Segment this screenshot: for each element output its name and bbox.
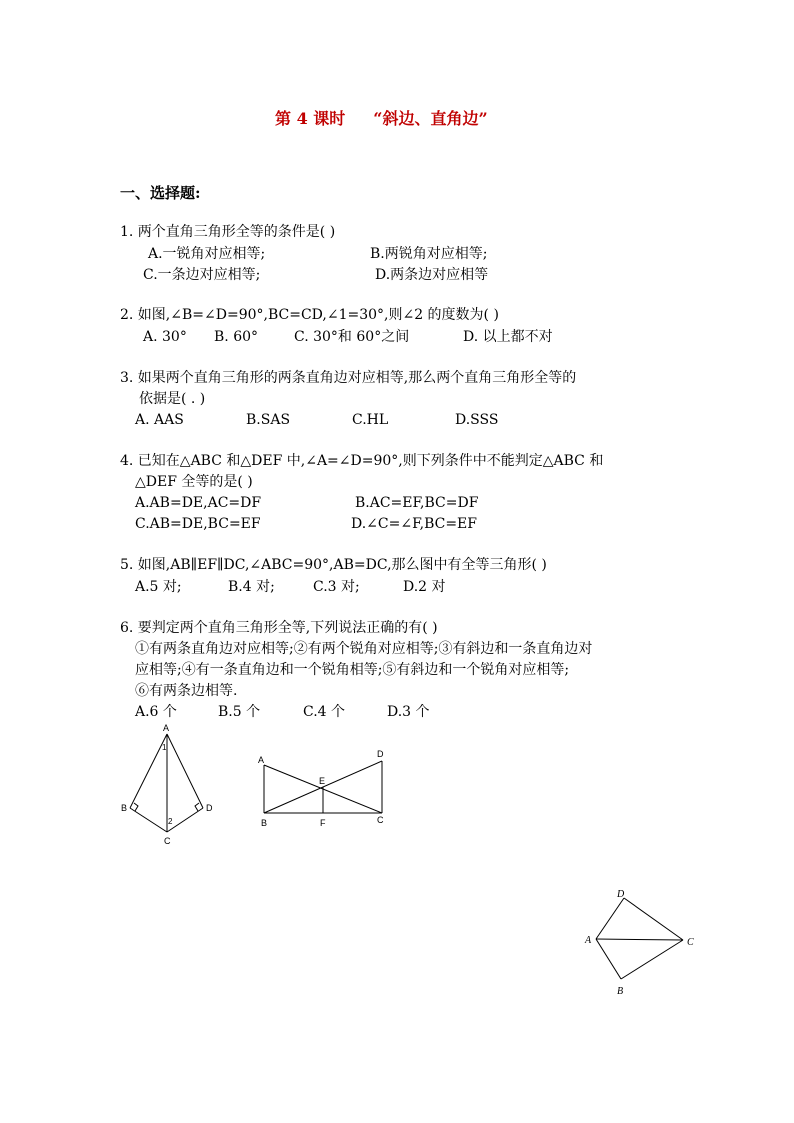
fig1-segment-ad [167,734,203,808]
fig2-label-a: A [258,755,265,765]
fig3-segment-dc [624,898,683,940]
fig1-right-angle-b [134,803,138,811]
question-3-option-c: C.HL [352,412,389,428]
fig1-label-a: A [163,723,170,733]
fig1-label-b: B [121,803,128,813]
fig3-segment-ac [596,939,683,940]
question-1-option-d: D.两条边对应相等 [375,267,489,283]
question-2-option-d: D. 以上都不对 [463,329,553,345]
question-1-option-b: B.两锐角对应相等; [370,246,488,262]
fig3-segment-ad [596,898,624,939]
question-4-stem-line-2: △DEF 全等的是( ) [135,474,253,490]
question-3-option-a: A. AAS [135,412,184,428]
question-6-option-b: B.5 个 [218,704,261,720]
question-5-option-a: A.5 对; [135,579,182,595]
question-5-option-c: C.3 对; [313,579,360,595]
question-2-option-c: C. 30°和 60°之间 [294,329,410,345]
fig1-label-c: C [164,836,171,846]
fig3-segment-bc [621,940,683,979]
title-lesson: 第 4 课时 [275,109,346,128]
fig2-label-d: D [377,749,384,759]
question-1-option-a: A.一锐角对应相等; [148,246,266,262]
page-title [275,106,488,129]
question-4-option-a: A.AB=DE,AC=DF [135,495,262,511]
figure-kite-abcd [110,720,220,850]
section-heading: 一、选择题: [120,184,201,202]
title-topic: “斜边、直角边” [373,109,488,128]
question-3-stem-line-1: 3. 如果两个直角三角形的两条直角边对应相等,那么两个直角三角形全等的 [120,370,577,386]
question-4-option-d: D.∠C=∠F,BC=EF [351,516,477,532]
question-3-option-d: D.SSS [455,412,499,428]
figure-quadrilateral-abcd [580,880,700,1000]
question-6-stem: 6. 要判定两个直角三角形全等,下列说法正确的有( ) [120,620,438,636]
question-6-body-line-2: 应相等;④有一条直角边和一个锐角相等;⑤有斜边和一个锐角对应相等; [135,662,570,678]
question-6-body-line-1: ①有两条直角边对应相等;②有两个锐角对应相等;③有斜边和一条直角边对 [135,641,593,657]
fig3-label-c: C [687,937,694,948]
fig3-label-a: A [585,935,592,946]
fig2-label-c: C [377,815,384,825]
fig3-segment-ab [596,939,621,979]
figure-crossed-rectangle [255,745,395,835]
fig1-right-angle-d [195,803,199,811]
question-4-option-b: B.AC=EF,BC=DF [355,495,479,511]
question-2-stem: 2. 如图,∠B=∠D=90°,BC=CD,∠1=30°,则∠2 的度数为( ) [120,307,499,323]
fig3-label-b: B [617,986,624,997]
question-2-option-b: B. 60° [214,329,259,345]
question-5-stem: 5. 如图,AB∥EF∥DC,∠ABC=90°,AB=DC,那么图中有全等三角形( ) [120,557,547,573]
question-4-option-c: C.AB=DE,BC=EF [135,516,261,532]
fig1-segment-bc [130,808,167,832]
fig3-label-d: D [617,889,625,900]
question-2-option-a: A. 30° [143,329,187,345]
question-5-option-b: B.4 对; [228,579,275,595]
fig1-label-angle-2: 2 [168,817,173,826]
question-1-option-c: C.一条边对应相等; [143,267,261,283]
question-6-option-d: D.3 个 [387,704,430,720]
question-6-option-a: A.6 个 [135,704,177,720]
question-5-option-d: D.2 对 [403,579,446,595]
fig2-label-e: E [319,776,326,786]
question-4-stem-line-1: 4. 已知在△ABC 和△DEF 中,∠A=∠D=90°,则下列条件中不能判定△ABC 和 [120,453,604,469]
fig1-label-angle-1: 1 [162,743,167,752]
question-6-body-line-3: ⑥有两条边相等. [135,683,238,699]
fig2-label-f: F [320,818,326,828]
question-6-option-c: C.4 个 [303,704,346,720]
question-3-option-b: B.SAS [246,412,291,428]
fig1-label-d: D [206,803,213,813]
question-3-stem-line-2: 依据是( . ) [139,391,206,407]
fig2-label-b: B [261,818,268,828]
question-1-stem: 1. 两个直角三角形全等的条件是( ) [120,224,336,240]
